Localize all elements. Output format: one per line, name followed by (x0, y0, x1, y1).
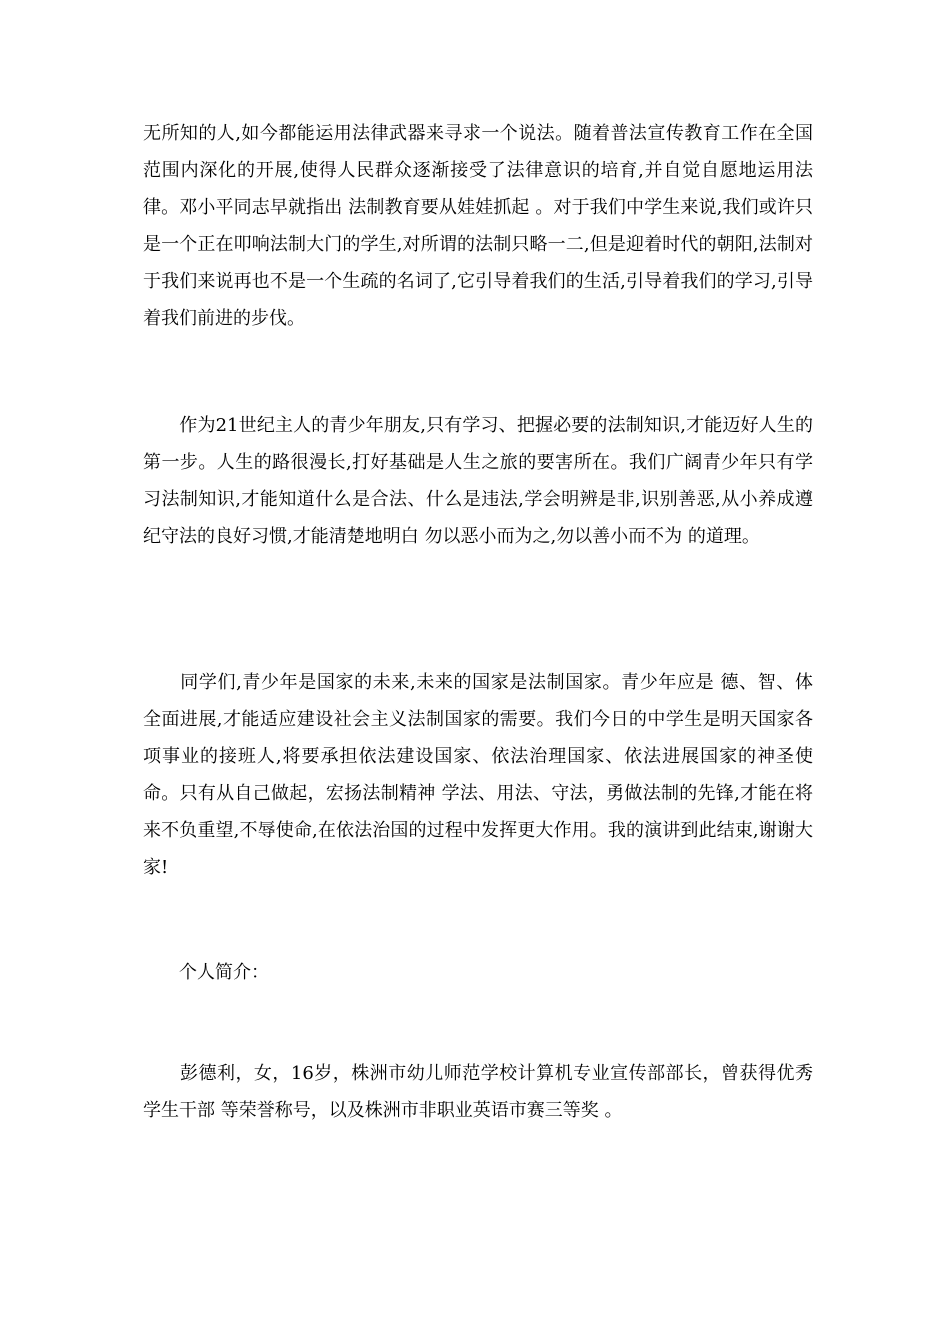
profile-heading: 个人简介： (143, 962, 269, 983)
profile-description: 彭德利，女，16岁，株洲市幼儿师范学校计算机专业宣传部部长，曾获得优秀学生干部 等荣誉称号，以及株洲市非职业英语市赛三等奖 。 (143, 1063, 813, 1121)
paragraph-youth-legal-knowledge: 作为21世纪主人的青少年朋友,只有学习、把握必要的法制知识,才能迈好人生的第一步。人生的路很漫长,打好基础是人生之旅的要害所在。我们广阔青少年只有学习法制知识,才能知道什么是合法、什么是违法,学会明辨是非,识别善恶,从小养成遵纪守法的良好习惯,才能清楚地明白 勿以恶小而为之,勿以善小而不为 的道理。 (143, 415, 813, 547)
paragraph-closing-speech: 同学们,青少年是国家的未来,未来的国家是法制国家。青少年应是 德、智、体 全面进展,才能适应建设社会主义法制国家的需要。我们今日的中学生是明天国家各项事业的接班人,将要承担依法建设国家、依法治理国家、依法进展国家的神圣使命。只有从自己做起，宏扬法制精神 学法、用法、守法，勇做法制的先锋,才能在将来不负重望,不辱使命,在依法治国的过程中发挥更大作用。我的演讲到此结束,谢谢大家! (143, 672, 819, 878)
paragraph-legal-awareness: 无所知的人,如今都能运用法律武器来寻求一个说法。随着普法宣传教育工作在全国范围内深化的开展,使得人民群众逐渐接受了法律意识的培育,并自觉自愿地运用法律。邓小平同志早就指出 法制教育要从娃娃抓起 。对于我们中学生来说,我们或许只是一个正在叩响法制大门的学生,对所谓的法制只略一二,但是迎着时代的朝阳,法制对于我们来说再也不是一个生疏的名词了,它引导着我们的生活,引导着我们的学习,引导着我们前进的步伐。 (143, 123, 813, 329)
